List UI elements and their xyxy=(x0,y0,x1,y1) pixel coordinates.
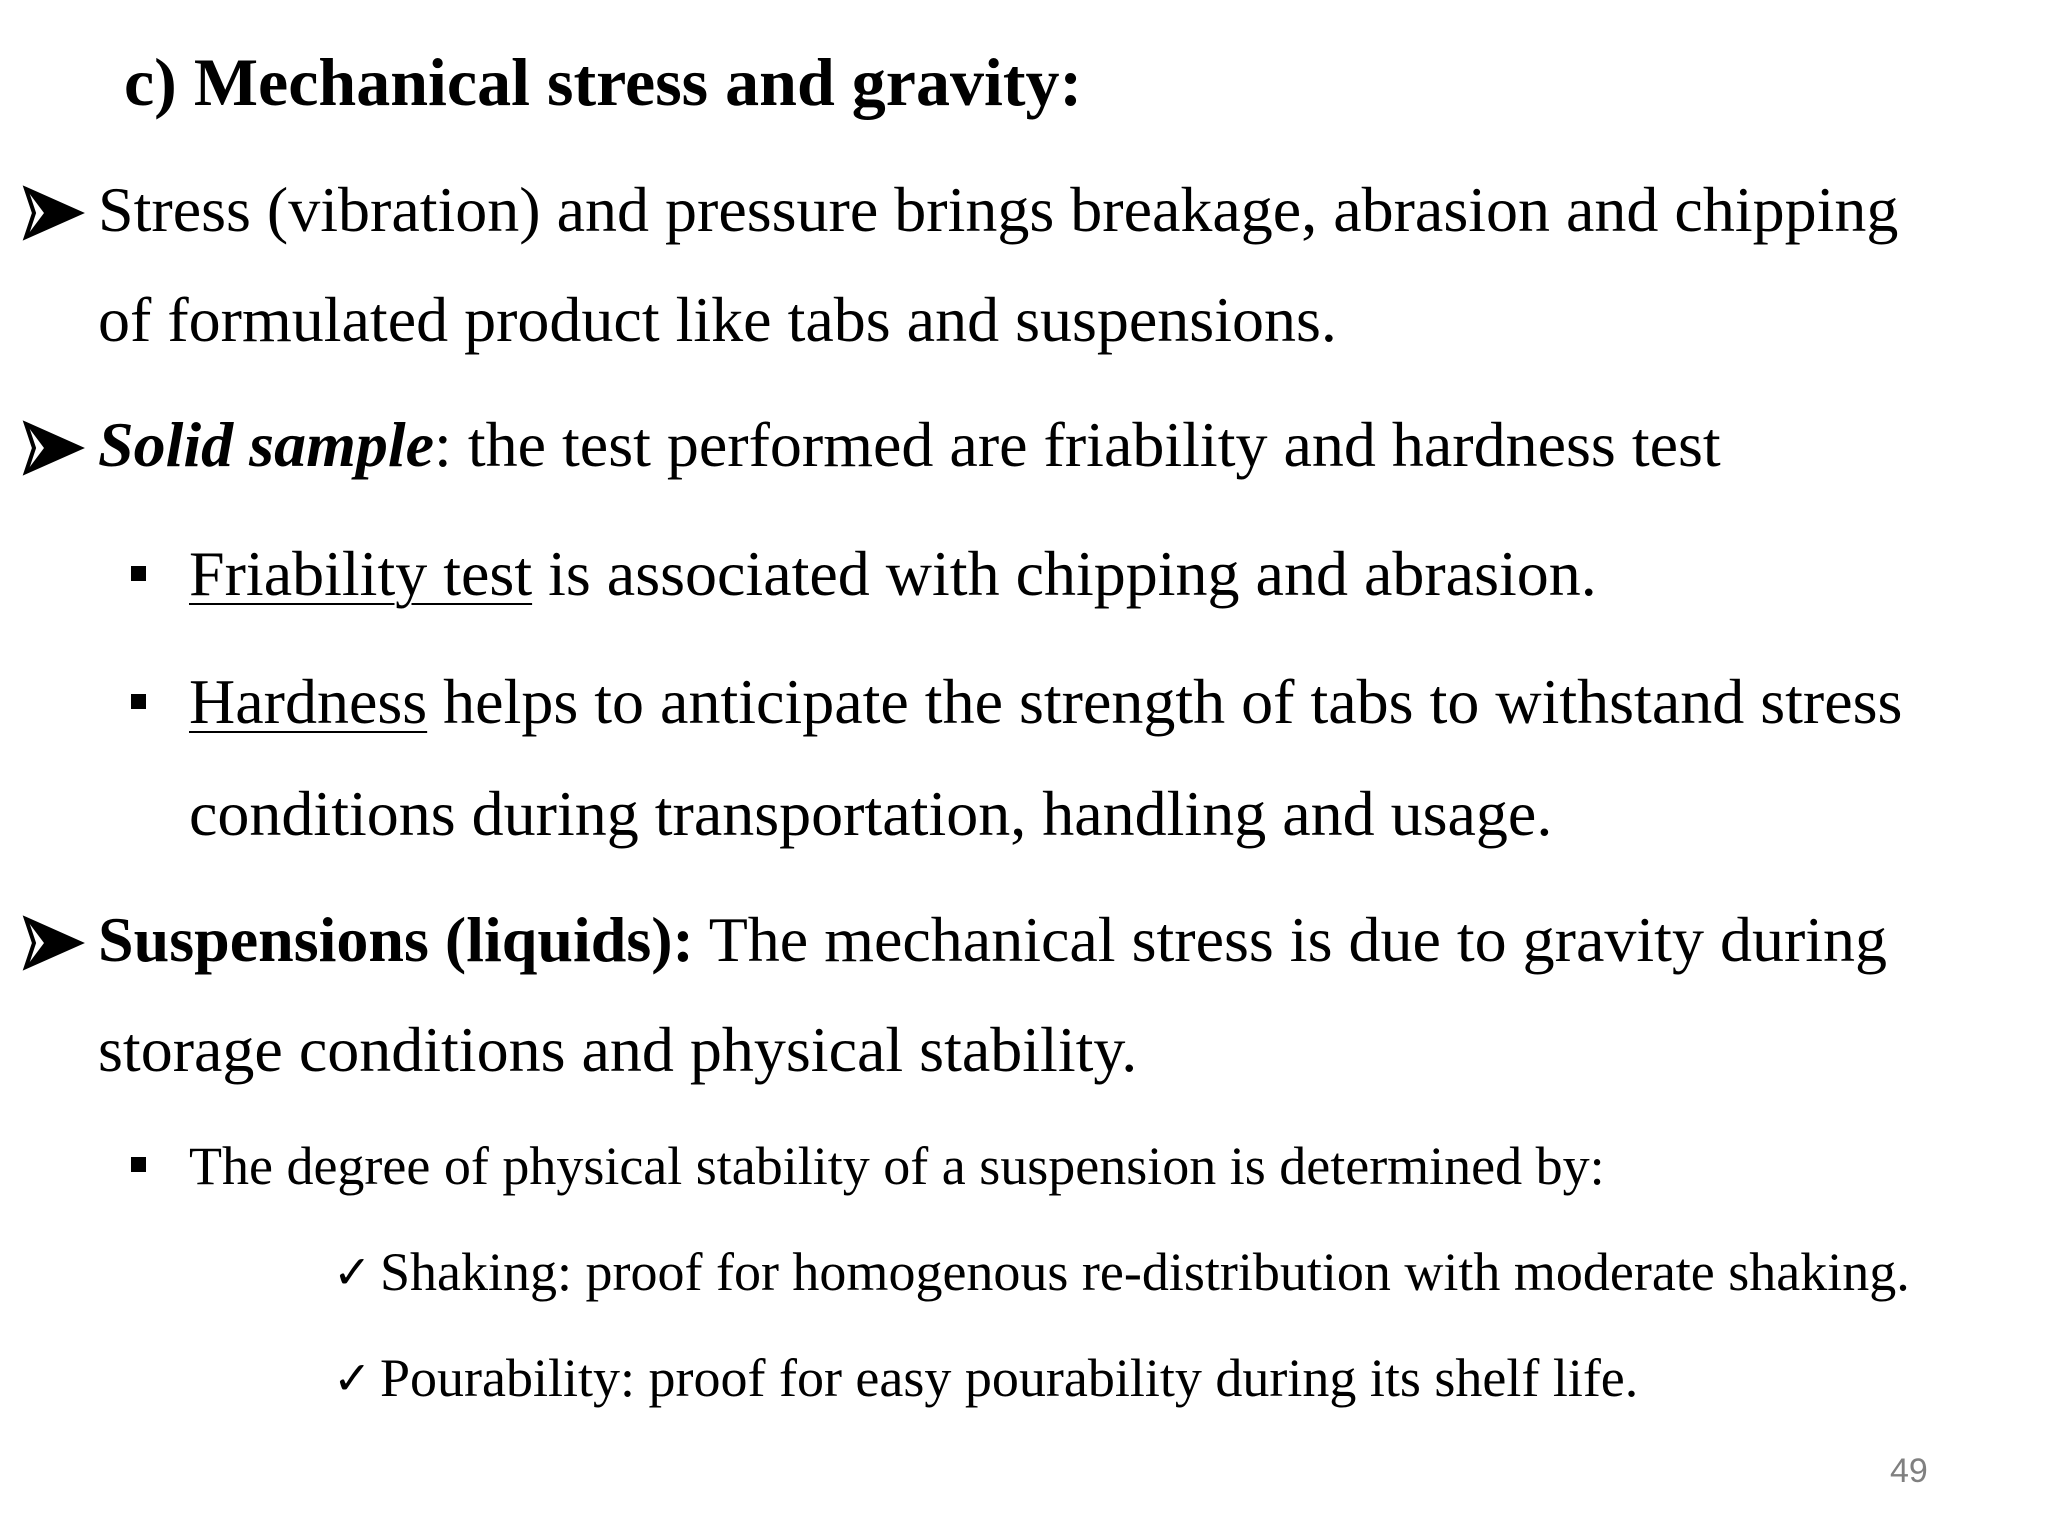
square-bullet-icon xyxy=(131,1157,146,1172)
hardness-text: helps to anticipate the strength of tabs to withstand stress xyxy=(427,666,1903,737)
page-number: 49 xyxy=(1890,1452,1928,1490)
friability-text: is associated with chipping and abrasion. xyxy=(532,538,1597,609)
sub-bullet-hardness-line2: conditions during transportation, handling and usage. xyxy=(189,778,1553,849)
friability-term: Friability test xyxy=(189,538,533,609)
slide-title: c) Mechanical stress and gravity: xyxy=(124,44,1083,120)
bullet-stress-line1: Stress (vibration) and pressure brings breakage, abrasion and chipping xyxy=(98,174,1899,245)
arrow-bullet-icon xyxy=(22,913,92,973)
arrow-bullet-icon xyxy=(22,418,92,478)
sub-bullet-hardness xyxy=(189,662,1902,742)
bullet-suspensions xyxy=(98,900,1887,980)
arrow-bullet-icon xyxy=(22,183,92,243)
bullet-solid-sample xyxy=(98,405,1721,485)
square-bullet-icon xyxy=(131,694,146,709)
solid-sample-label: Solid sample xyxy=(98,409,435,480)
checkmark-icon: ✓ xyxy=(333,1351,372,1405)
sub-bullet-friability xyxy=(189,534,1597,614)
hardness-term: Hardness xyxy=(189,666,428,737)
check-item-shaking: Shaking: proof for homogenous re-distribution with moderate shaking. xyxy=(380,1242,1910,1302)
square-bullet-icon xyxy=(131,566,146,581)
checkmark-icon: ✓ xyxy=(333,1245,372,1299)
bullet-stress-line2: of formulated product like tabs and suspensions. xyxy=(98,284,1337,355)
bullet-suspensions-line2: storage conditions and physical stability. xyxy=(98,1014,1138,1085)
suspensions-text: The mechanical stress is due to gravity during xyxy=(693,904,1888,975)
sub-bullet-physical-stability: The degree of physical stability of a suspension is determined by: xyxy=(189,1136,1605,1196)
check-item-pourability: Pourability: proof for easy pourability during its shelf life. xyxy=(380,1348,1639,1408)
solid-sample-text: : the test performed are friability and hardness test xyxy=(434,409,1721,480)
suspensions-label: Suspensions (liquids): xyxy=(98,904,694,975)
